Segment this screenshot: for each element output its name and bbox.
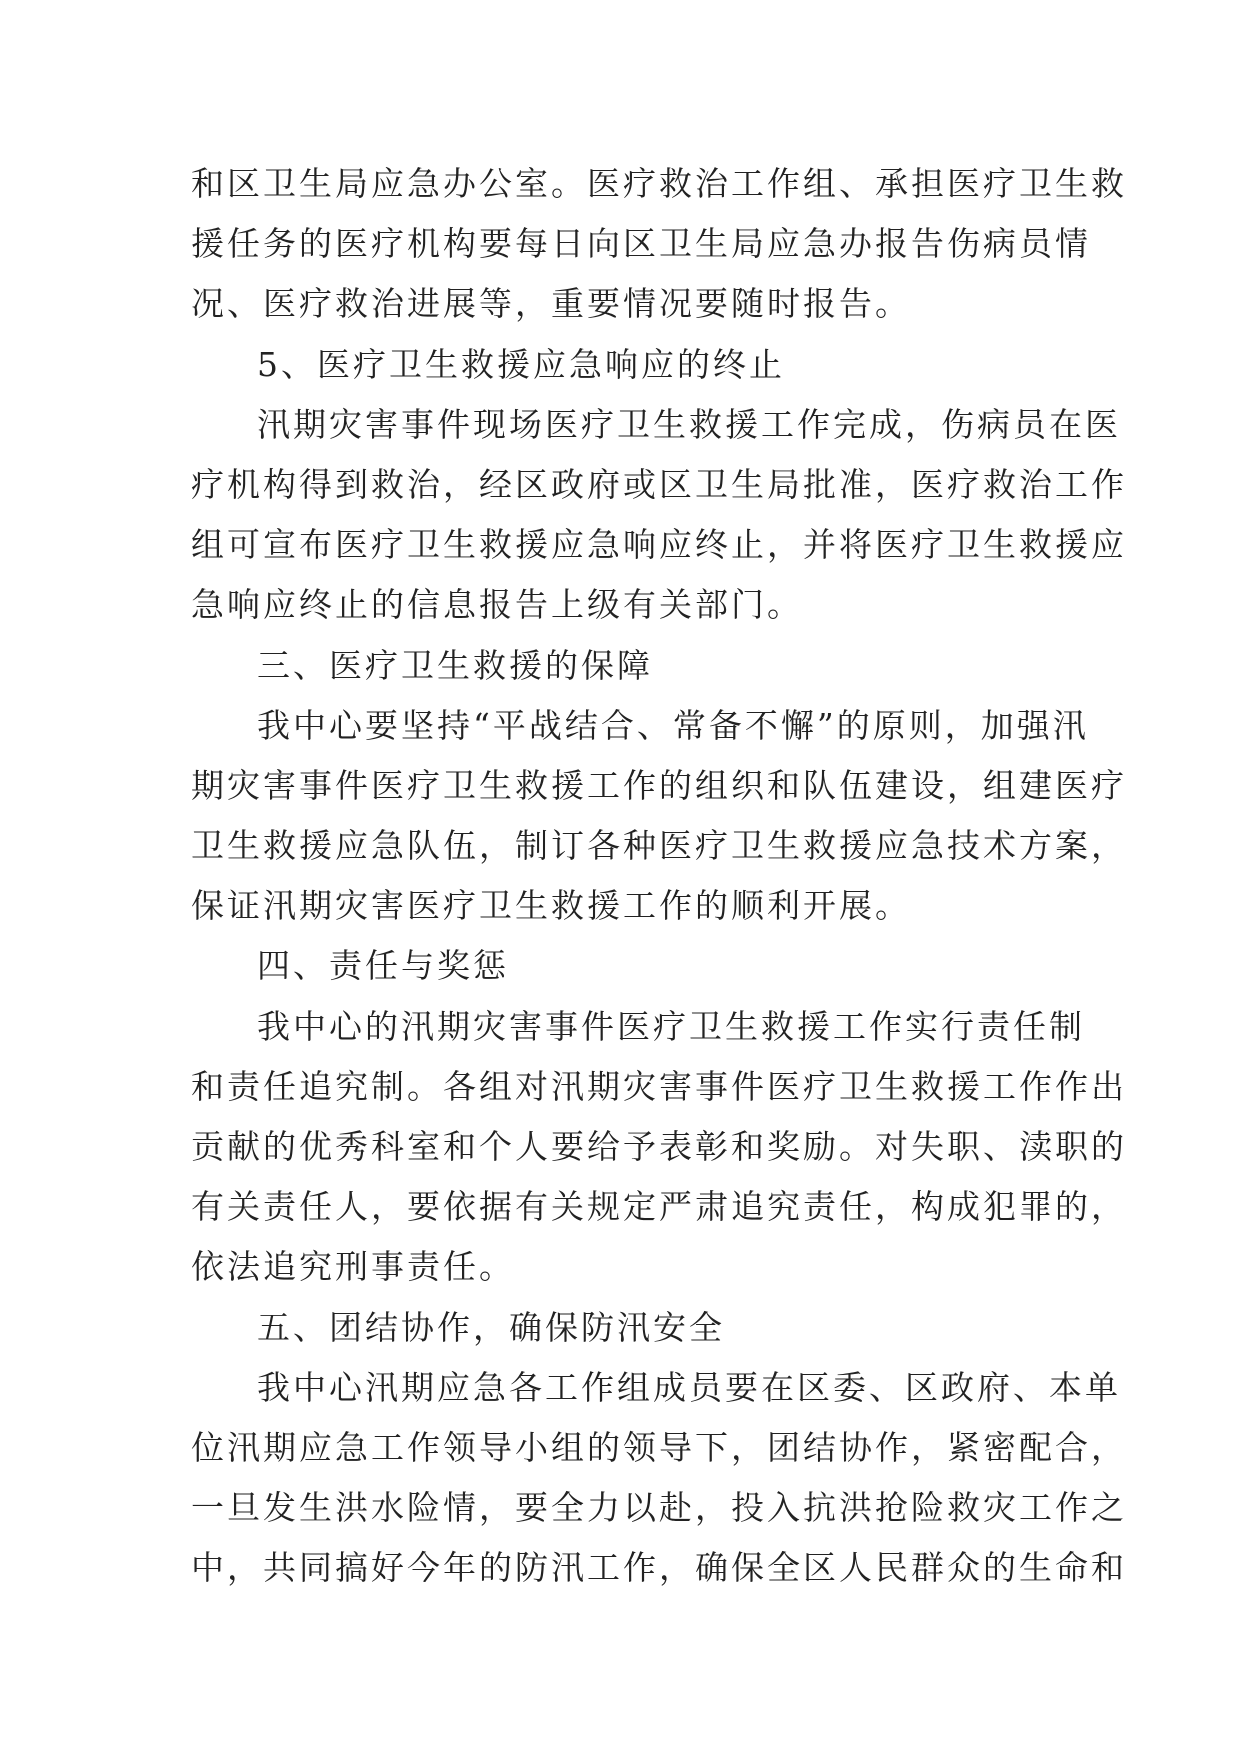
text-line: 援任务的医疗机构要每日向区卫生局应急办报告伤病员情 bbox=[191, 224, 1091, 264]
text-line: 依法追究刑事责任。 bbox=[191, 1247, 515, 1287]
text-line: 组可宣布医疗卫生救援应急响应终止，并将医疗卫生救援应 bbox=[191, 525, 1127, 565]
text-line: 和责任追究制。各组对汛期灾害事件医疗卫生救援工作作出 bbox=[191, 1066, 1127, 1106]
text-line: 我中心要坚持“平战结合、常备不懈”的原则，加强汛 bbox=[257, 705, 1089, 745]
text-line: 和区卫生局应急办公室。医疗救治工作组、承担医疗卫生救 bbox=[191, 164, 1127, 203]
text-line: 我中心的汛期灾害事件医疗卫生救援工作实行责任制 bbox=[257, 1006, 1085, 1046]
text-line: 位汛期应急工作领导小组的领导下，团结协作，紧密配合， bbox=[191, 1427, 1127, 1467]
text-line: 中，共同搞好今年的防汛工作，确保全区人民群众的生命和 bbox=[191, 1548, 1127, 1588]
text-line: 有关责任人，要依据有关规定严肃追究责任，构成犯罪的， bbox=[191, 1187, 1127, 1227]
document-body bbox=[191, 154, 1127, 1599]
text-line: 期灾害事件医疗卫生救援工作的组织和队伍建设，组建医疗 bbox=[191, 765, 1127, 805]
text-line: 我中心汛期应急各工作组成员要在区委、区政府、本单 bbox=[257, 1367, 1121, 1407]
text-line: 五、团结协作，确保防汛安全 bbox=[257, 1307, 725, 1347]
text-line: 贡献的优秀科室和个人要给予表彰和奖励。对失职、渎职的 bbox=[191, 1127, 1127, 1166]
text-line: 急响应终止的信息报告上级有关部门。 bbox=[191, 585, 803, 625]
text-line: 5、医疗卫生救援应急响应的终止 bbox=[257, 344, 785, 384]
text-line: 汛期灾害事件现场医疗卫生救援工作完成，伤病员在医 bbox=[257, 404, 1121, 444]
text-line: 保证汛期灾害医疗卫生救援工作的顺利开展。 bbox=[191, 886, 911, 926]
text-line: 况、医疗救治进展等，重要情况要随时报告。 bbox=[191, 284, 911, 324]
text-line: 一旦发生洪水险情，要全力以赴，投入抗洪抢险救灾工作之 bbox=[191, 1488, 1127, 1528]
text-line: 卫生救援应急队伍，制订各种医疗卫生救援应急技术方案， bbox=[191, 826, 1127, 866]
text-line: 四、责任与奖惩 bbox=[257, 946, 509, 986]
text-line: 疗机构得到救治，经区政府或区卫生局批准，医疗救治工作 bbox=[191, 464, 1127, 504]
text-line: 三、医疗卫生救援的保障 bbox=[257, 645, 653, 685]
